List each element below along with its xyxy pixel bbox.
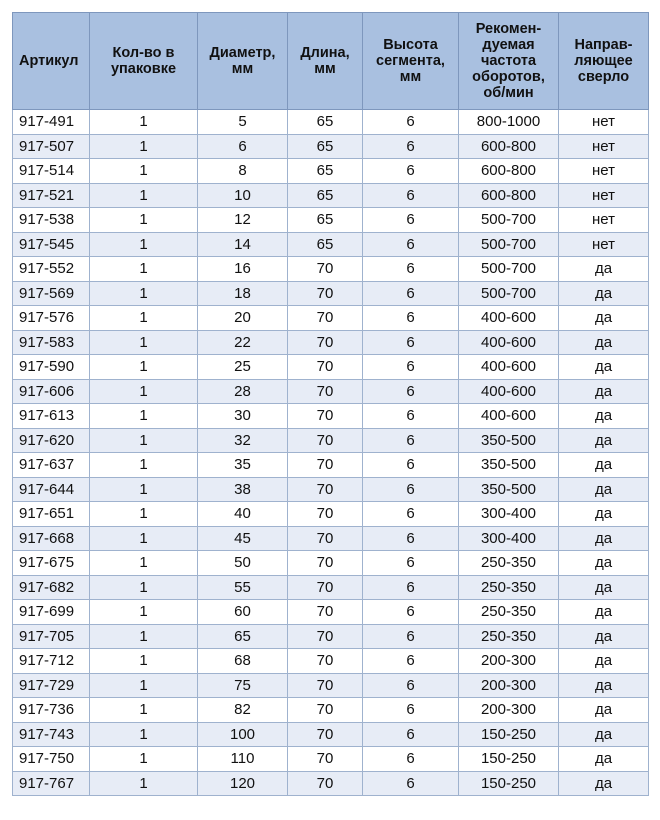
cell-recommended-speed: 400-600 (459, 379, 559, 404)
cell-sku: 917-712 (13, 649, 90, 674)
table-row (13, 281, 649, 306)
cell-segment-height: 6 (363, 159, 459, 184)
cell-length: 70 (288, 428, 363, 453)
cell-segment-height: 6 (363, 379, 459, 404)
cell-length: 65 (288, 208, 363, 233)
cell-segment-height: 6 (363, 600, 459, 625)
cell-segment-height: 6 (363, 551, 459, 576)
table-row (13, 747, 649, 772)
cell-length: 70 (288, 624, 363, 649)
cell-sku: 917-521 (13, 183, 90, 208)
cell-recommended-speed: 400-600 (459, 355, 559, 380)
cell-recommended-speed: 350-500 (459, 428, 559, 453)
cell-length: 70 (288, 526, 363, 551)
cell-sku: 917-552 (13, 257, 90, 282)
cell-pilot-drill: да (559, 771, 649, 796)
cell-diameter: 32 (198, 428, 288, 453)
cell-pilot-drill: да (559, 575, 649, 600)
cell-diameter: 40 (198, 502, 288, 527)
cell-pack-qty: 1 (90, 232, 198, 257)
cell-sku: 917-750 (13, 747, 90, 772)
table-row (13, 453, 649, 478)
cell-segment-height: 6 (363, 526, 459, 551)
cell-pack-qty: 1 (90, 404, 198, 429)
cell-sku: 917-668 (13, 526, 90, 551)
table-row (13, 159, 649, 184)
cell-pack-qty: 1 (90, 453, 198, 478)
table-row (13, 306, 649, 331)
table-row (13, 134, 649, 159)
header-length: Длина, мм (288, 13, 363, 110)
cell-sku: 917-569 (13, 281, 90, 306)
table-row (13, 771, 649, 796)
cell-sku: 917-637 (13, 453, 90, 478)
cell-pack-qty: 1 (90, 134, 198, 159)
table-row (13, 232, 649, 257)
table-row (13, 698, 649, 723)
cell-segment-height: 6 (363, 208, 459, 233)
cell-length: 70 (288, 453, 363, 478)
cell-length: 70 (288, 600, 363, 625)
cell-sku: 917-699 (13, 600, 90, 625)
cell-pack-qty: 1 (90, 771, 198, 796)
header-sku: Артикул (13, 13, 90, 110)
cell-recommended-speed: 500-700 (459, 257, 559, 282)
cell-diameter: 45 (198, 526, 288, 551)
cell-sku: 917-538 (13, 208, 90, 233)
cell-sku: 917-675 (13, 551, 90, 576)
cell-segment-height: 6 (363, 771, 459, 796)
table-row (13, 183, 649, 208)
cell-diameter: 25 (198, 355, 288, 380)
cell-pilot-drill: да (559, 649, 649, 674)
cell-diameter: 10 (198, 183, 288, 208)
cell-segment-height: 6 (363, 428, 459, 453)
cell-sku: 917-682 (13, 575, 90, 600)
cell-length: 70 (288, 551, 363, 576)
cell-segment-height: 6 (363, 281, 459, 306)
cell-pilot-drill: да (559, 477, 649, 502)
cell-segment-height: 6 (363, 232, 459, 257)
cell-recommended-speed: 150-250 (459, 722, 559, 747)
header-pilot-drill: Направ-ляющее сверло (559, 13, 649, 110)
cell-diameter: 38 (198, 477, 288, 502)
cell-pilot-drill: да (559, 330, 649, 355)
cell-pilot-drill: нет (559, 110, 649, 135)
cell-length: 70 (288, 306, 363, 331)
cell-pilot-drill: да (559, 722, 649, 747)
cell-length: 70 (288, 257, 363, 282)
cell-pack-qty: 1 (90, 502, 198, 527)
cell-recommended-speed: 150-250 (459, 771, 559, 796)
cell-diameter: 68 (198, 649, 288, 674)
cell-length: 70 (288, 747, 363, 772)
cell-segment-height: 6 (363, 624, 459, 649)
cell-pack-qty: 1 (90, 355, 198, 380)
cell-pilot-drill: да (559, 673, 649, 698)
cell-sku: 917-514 (13, 159, 90, 184)
cell-diameter: 8 (198, 159, 288, 184)
cell-pack-qty: 1 (90, 600, 198, 625)
header-segment-height: Высота сегмента, мм (363, 13, 459, 110)
cell-recommended-speed: 800-1000 (459, 110, 559, 135)
cell-pack-qty: 1 (90, 208, 198, 233)
cell-sku: 917-583 (13, 330, 90, 355)
cell-diameter: 20 (198, 306, 288, 331)
cell-segment-height: 6 (363, 722, 459, 747)
cell-length: 65 (288, 134, 363, 159)
cell-recommended-speed: 500-700 (459, 208, 559, 233)
cell-pilot-drill: нет (559, 159, 649, 184)
table-row (13, 575, 649, 600)
cell-length: 65 (288, 110, 363, 135)
cell-diameter: 35 (198, 453, 288, 478)
cell-diameter: 110 (198, 747, 288, 772)
cell-pack-qty: 1 (90, 722, 198, 747)
cell-diameter: 28 (198, 379, 288, 404)
cell-diameter: 75 (198, 673, 288, 698)
table-row (13, 110, 649, 135)
cell-pilot-drill: да (559, 624, 649, 649)
cell-sku: 917-613 (13, 404, 90, 429)
cell-segment-height: 6 (363, 330, 459, 355)
cell-segment-height: 6 (363, 477, 459, 502)
cell-pilot-drill: да (559, 404, 649, 429)
cell-pack-qty: 1 (90, 257, 198, 282)
cell-length: 70 (288, 330, 363, 355)
cell-pack-qty: 1 (90, 477, 198, 502)
cell-diameter: 50 (198, 551, 288, 576)
cell-recommended-speed: 350-500 (459, 477, 559, 502)
cell-pack-qty: 1 (90, 526, 198, 551)
cell-segment-height: 6 (363, 355, 459, 380)
cell-diameter: 12 (198, 208, 288, 233)
cell-pilot-drill: да (559, 551, 649, 576)
product-spec-table-container (12, 12, 648, 796)
cell-pilot-drill: да (559, 600, 649, 625)
table-body (13, 110, 649, 796)
cell-diameter: 22 (198, 330, 288, 355)
cell-segment-height: 6 (363, 257, 459, 282)
cell-pack-qty: 1 (90, 159, 198, 184)
table-row (13, 551, 649, 576)
cell-segment-height: 6 (363, 306, 459, 331)
cell-pack-qty: 1 (90, 747, 198, 772)
cell-pilot-drill: нет (559, 183, 649, 208)
cell-recommended-speed: 300-400 (459, 502, 559, 527)
cell-pilot-drill: нет (559, 134, 649, 159)
cell-pack-qty: 1 (90, 575, 198, 600)
cell-pilot-drill: да (559, 698, 649, 723)
cell-segment-height: 6 (363, 110, 459, 135)
header-row (13, 13, 649, 110)
cell-segment-height: 6 (363, 673, 459, 698)
cell-diameter: 18 (198, 281, 288, 306)
cell-sku: 917-736 (13, 698, 90, 723)
cell-recommended-speed: 500-700 (459, 281, 559, 306)
header-recommended-speed: Рекомен-дуемая частота оборотов, об/мин (459, 13, 559, 110)
table-row (13, 330, 649, 355)
table-row (13, 526, 649, 551)
cell-pack-qty: 1 (90, 379, 198, 404)
cell-recommended-speed: 200-300 (459, 649, 559, 674)
cell-length: 70 (288, 379, 363, 404)
cell-pack-qty: 1 (90, 330, 198, 355)
cell-sku: 917-651 (13, 502, 90, 527)
cell-sku: 917-576 (13, 306, 90, 331)
cell-recommended-speed: 600-800 (459, 183, 559, 208)
cell-recommended-speed: 400-600 (459, 330, 559, 355)
cell-length: 70 (288, 281, 363, 306)
cell-diameter: 14 (198, 232, 288, 257)
cell-sku: 917-620 (13, 428, 90, 453)
cell-pack-qty: 1 (90, 428, 198, 453)
cell-pack-qty: 1 (90, 673, 198, 698)
cell-sku: 917-743 (13, 722, 90, 747)
cell-pack-qty: 1 (90, 281, 198, 306)
cell-pilot-drill: да (559, 379, 649, 404)
table-row (13, 208, 649, 233)
cell-sku: 917-491 (13, 110, 90, 135)
table-row (13, 404, 649, 429)
cell-recommended-speed: 600-800 (459, 134, 559, 159)
cell-diameter: 55 (198, 575, 288, 600)
table-row (13, 477, 649, 502)
header-diameter: Диаметр, мм (198, 13, 288, 110)
table-row (13, 502, 649, 527)
cell-diameter: 120 (198, 771, 288, 796)
cell-recommended-speed: 250-350 (459, 551, 559, 576)
cell-segment-height: 6 (363, 698, 459, 723)
table-row (13, 257, 649, 282)
cell-sku: 917-644 (13, 477, 90, 502)
cell-recommended-speed: 150-250 (459, 747, 559, 772)
cell-sku: 917-507 (13, 134, 90, 159)
cell-segment-height: 6 (363, 747, 459, 772)
cell-pilot-drill: да (559, 747, 649, 772)
cell-recommended-speed: 250-350 (459, 575, 559, 600)
cell-recommended-speed: 250-350 (459, 600, 559, 625)
cell-segment-height: 6 (363, 183, 459, 208)
cell-pack-qty: 1 (90, 110, 198, 135)
cell-sku: 917-729 (13, 673, 90, 698)
cell-pack-qty: 1 (90, 649, 198, 674)
cell-diameter: 82 (198, 698, 288, 723)
cell-recommended-speed: 200-300 (459, 698, 559, 723)
cell-recommended-speed: 200-300 (459, 673, 559, 698)
cell-pilot-drill: да (559, 502, 649, 527)
cell-recommended-speed: 400-600 (459, 404, 559, 429)
cell-diameter: 16 (198, 257, 288, 282)
cell-pack-qty: 1 (90, 698, 198, 723)
cell-segment-height: 6 (363, 453, 459, 478)
cell-length: 70 (288, 771, 363, 796)
cell-segment-height: 6 (363, 502, 459, 527)
cell-segment-height: 6 (363, 649, 459, 674)
cell-diameter: 5 (198, 110, 288, 135)
cell-length: 70 (288, 477, 363, 502)
cell-pilot-drill: да (559, 281, 649, 306)
table-row (13, 722, 649, 747)
table-row (13, 649, 649, 674)
cell-length: 65 (288, 232, 363, 257)
cell-recommended-speed: 400-600 (459, 306, 559, 331)
cell-pilot-drill: да (559, 526, 649, 551)
cell-sku: 917-767 (13, 771, 90, 796)
product-spec-table (12, 12, 649, 796)
cell-recommended-speed: 600-800 (459, 159, 559, 184)
cell-length: 70 (288, 649, 363, 674)
cell-sku: 917-705 (13, 624, 90, 649)
cell-pack-qty: 1 (90, 551, 198, 576)
cell-recommended-speed: 300-400 (459, 526, 559, 551)
table-row (13, 379, 649, 404)
cell-recommended-speed: 350-500 (459, 453, 559, 478)
cell-length: 70 (288, 404, 363, 429)
cell-pilot-drill: да (559, 355, 649, 380)
cell-diameter: 65 (198, 624, 288, 649)
cell-sku: 917-606 (13, 379, 90, 404)
table-row (13, 600, 649, 625)
cell-diameter: 6 (198, 134, 288, 159)
table-header (13, 13, 649, 110)
cell-pilot-drill: да (559, 453, 649, 478)
cell-length: 65 (288, 183, 363, 208)
table-row (13, 355, 649, 380)
cell-sku: 917-590 (13, 355, 90, 380)
cell-pack-qty: 1 (90, 624, 198, 649)
cell-length: 70 (288, 673, 363, 698)
cell-recommended-speed: 500-700 (459, 232, 559, 257)
table-row (13, 673, 649, 698)
table-row (13, 428, 649, 453)
cell-diameter: 30 (198, 404, 288, 429)
cell-pack-qty: 1 (90, 183, 198, 208)
cell-pilot-drill: да (559, 428, 649, 453)
cell-length: 65 (288, 159, 363, 184)
cell-pilot-drill: нет (559, 232, 649, 257)
cell-pack-qty: 1 (90, 306, 198, 331)
table-row (13, 624, 649, 649)
cell-pilot-drill: да (559, 306, 649, 331)
cell-segment-height: 6 (363, 575, 459, 600)
cell-segment-height: 6 (363, 134, 459, 159)
cell-recommended-speed: 250-350 (459, 624, 559, 649)
cell-segment-height: 6 (363, 404, 459, 429)
cell-length: 70 (288, 698, 363, 723)
header-pack-qty: Кол-во в упаковке (90, 13, 198, 110)
cell-diameter: 60 (198, 600, 288, 625)
cell-diameter: 100 (198, 722, 288, 747)
cell-length: 70 (288, 355, 363, 380)
cell-pilot-drill: нет (559, 208, 649, 233)
cell-pilot-drill: да (559, 257, 649, 282)
cell-length: 70 (288, 575, 363, 600)
cell-sku: 917-545 (13, 232, 90, 257)
cell-length: 70 (288, 502, 363, 527)
cell-length: 70 (288, 722, 363, 747)
